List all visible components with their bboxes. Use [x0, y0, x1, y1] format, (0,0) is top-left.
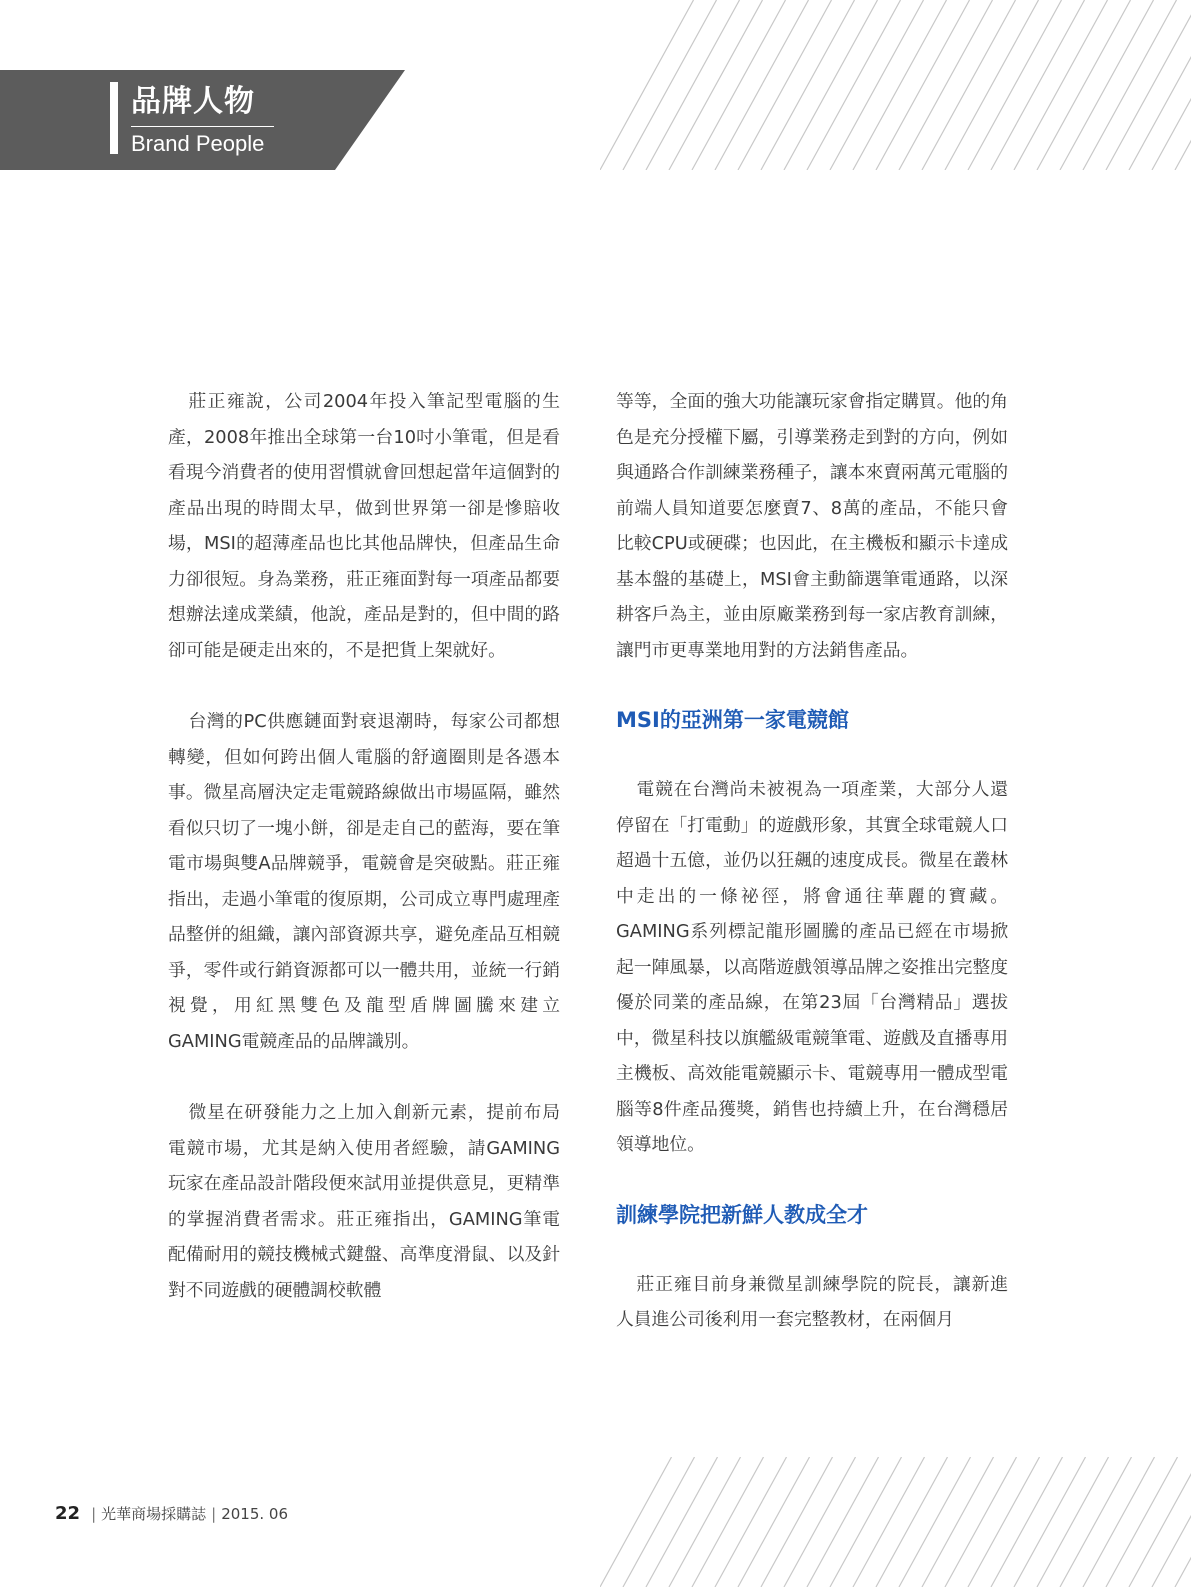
hatch-line: [715, 1457, 787, 1587]
hatch-line: [922, 0, 1016, 170]
page-footer: [55, 1503, 288, 1525]
hatch-line: [1106, 0, 1191, 170]
hatch-line: [968, 0, 1062, 170]
hatch-line: [623, 1457, 695, 1587]
hatch-line: [738, 1457, 810, 1587]
subheading-training-academy: 訓練學院把新鮮人教成全才: [616, 1202, 868, 1227]
diagonal-hatch-decoration-top: [600, 0, 1191, 170]
hatch-line: [715, 0, 809, 170]
hatch-line: [623, 0, 717, 170]
subheading-esports-hall: MSI的亞洲第一家電競館: [616, 708, 849, 732]
hatch-line: [761, 1457, 833, 1587]
hatch-line: [692, 1457, 764, 1587]
article-column-right: [616, 384, 1008, 1374]
hatch-line: [1037, 1457, 1109, 1587]
hatch-line: [692, 0, 786, 170]
hatch-line: [600, 0, 694, 170]
article-paragraph-continued: 等等，全面的強大功能讓玩家會指定購買。他的角色是充分授權下屬，引導業務走到對的方向，例如與通路合作訓練業務種子，讓本來賣兩萬元電腦的前端人員知道要怎麼賣7、8萬的產品，不能只會比較CPU或硬碟；也因此，在主機板和顯示卡達成基本盤的基礎上，MSI會主動篩選筆電通路，以深耕客戶為主，並由原廠業務到每一家店教育訓練，讓門市更專業地用對的方法銷售產品。: [616, 391, 1008, 661]
hatch-line: [1060, 1457, 1132, 1587]
hatch-line: [807, 1457, 879, 1587]
footer-separator: |: [211, 1505, 217, 1523]
diagonal-hatch-decoration-bottom: [600, 1457, 1191, 1587]
hatch-line: [876, 1457, 948, 1587]
article-paragraph: 台灣的PC供應鏈面對衰退潮時，每家公司都想轉變，但如何跨出個人電腦的舒適圈則是各憑本事。微星高層決定走電競路線做出市場區隔，雖然看似只切了一塊小餅，卻是走自己的藍海，要在筆電市場與雙A品牌競爭，電競會是突破點。莊正雍指出，走過小筆電的復原期，公司成立專門處理產品整併的組織，讓內部資源共享，避免產品互相競爭，零件或行銷資源都可以一體共用，並統一行銷視覺，用紅黑雙色及龍型盾牌圖騰來建立GAMING電競產品的品牌識別。: [168, 711, 560, 1052]
hatch-line: [876, 0, 970, 170]
article-paragraph: 莊正雍目前身兼微星訓練學院的院長，讓新進人員進公司後利用一套完整教材，在兩個月: [616, 1273, 1008, 1330]
hatch-line: [761, 0, 855, 170]
section-subtitle: Brand People: [131, 131, 265, 156]
hatch-line: [646, 0, 740, 170]
article-paragraph: 微星在研發能力之上加入創新元素，提前布局電競市場，尤其是納入使用者經驗，請GAMING玩家在產品設計階段便來試用並提供意見，更精準的掌握消費者需求。莊正雍指出，GAMING筆電配備耐用的競技機械式鍵盤、高準度滑鼠、以及針對不同遊戲的硬體調校軟體: [168, 1102, 560, 1301]
hatch-line: [1083, 0, 1177, 170]
hatch-line: [669, 0, 763, 170]
hatch-line: [899, 1457, 971, 1587]
hatch-line: [1175, 1457, 1191, 1587]
hatch-line: [991, 0, 1085, 170]
hatch-line: [830, 0, 924, 170]
banner-accent-bar: [110, 82, 118, 154]
footer-separator: |: [91, 1505, 97, 1523]
hatch-line: [945, 1457, 1017, 1587]
section-title: 品牌人物: [131, 84, 255, 119]
hatch-line: [784, 1457, 856, 1587]
hatch-line: [1106, 1457, 1178, 1587]
hatch-line: [669, 1457, 741, 1587]
hatch-line: [991, 1457, 1063, 1587]
hatch-line: [646, 1457, 718, 1587]
hatch-line: [600, 1457, 672, 1587]
hatch-line: [899, 0, 993, 170]
article-paragraph: 電競在台灣尚未被視為一項產業，大部分人還停留在「打電動」的遊戲形象，其實全球電競人口超過十五億，並仍以狂飆的速度成長。微星在叢林中走出的一條祕徑，將會通往華麗的寶藏。GAMING系列標記龍形圖騰的產品已經在市場掀起一陣風暴，以高階遊戲領導品牌之姿推出完整度優於同業的產品線，在第23屆「台灣精品」選拔中，微星科技以旗艦級電競筆電、遊戲及直播專用主機板、高效能電競顯示卡、電競專用一體成型電腦等8件產品獲獎，銷售也持續上升，在台灣穩居領導地位。: [616, 779, 1008, 1155]
hatch-line: [1037, 0, 1131, 170]
hatch-line: [853, 1457, 925, 1587]
hatch-line: [853, 0, 947, 170]
hatch-line: [738, 0, 832, 170]
hatch-line: [1014, 0, 1108, 170]
article-paragraph: 莊正雍說，公司2004年投入筆記型電腦的生產，2008年推出全球第一台10吋小筆電，但是看看現今消費者的使用習慣就會回想起當年這個對的產品出現的時間太早，做到世界第一卻是慘賠收場，MSI的超薄產品也比其他品牌快，但產品生命力卻很短。身為業務，莊正雍面對每一項產品都要想辦法達成業績，他說，產品是對的，但中間的路卻可能是硬走出來的，不是把貨上架就好。: [168, 391, 560, 661]
hatch-line: [1129, 0, 1191, 170]
magazine-name: 光華商場採購誌: [101, 1505, 207, 1523]
hatch-line: [1014, 1457, 1086, 1587]
banner-divider: [131, 126, 274, 127]
hatch-line: [784, 0, 878, 170]
hatch-line: [1083, 1457, 1155, 1587]
hatch-line: [1175, 0, 1191, 170]
article-column-left: [168, 384, 560, 1344]
issue-date: 2015. 06: [221, 1505, 288, 1523]
hatch-line: [1060, 0, 1154, 170]
hatch-line: [968, 1457, 1040, 1587]
hatch-line: [807, 0, 901, 170]
page-number: 22: [55, 1503, 81, 1524]
hatch-line: [945, 0, 1039, 170]
hatch-line: [1129, 1457, 1191, 1587]
hatch-line: [922, 1457, 994, 1587]
hatch-line: [830, 1457, 902, 1587]
